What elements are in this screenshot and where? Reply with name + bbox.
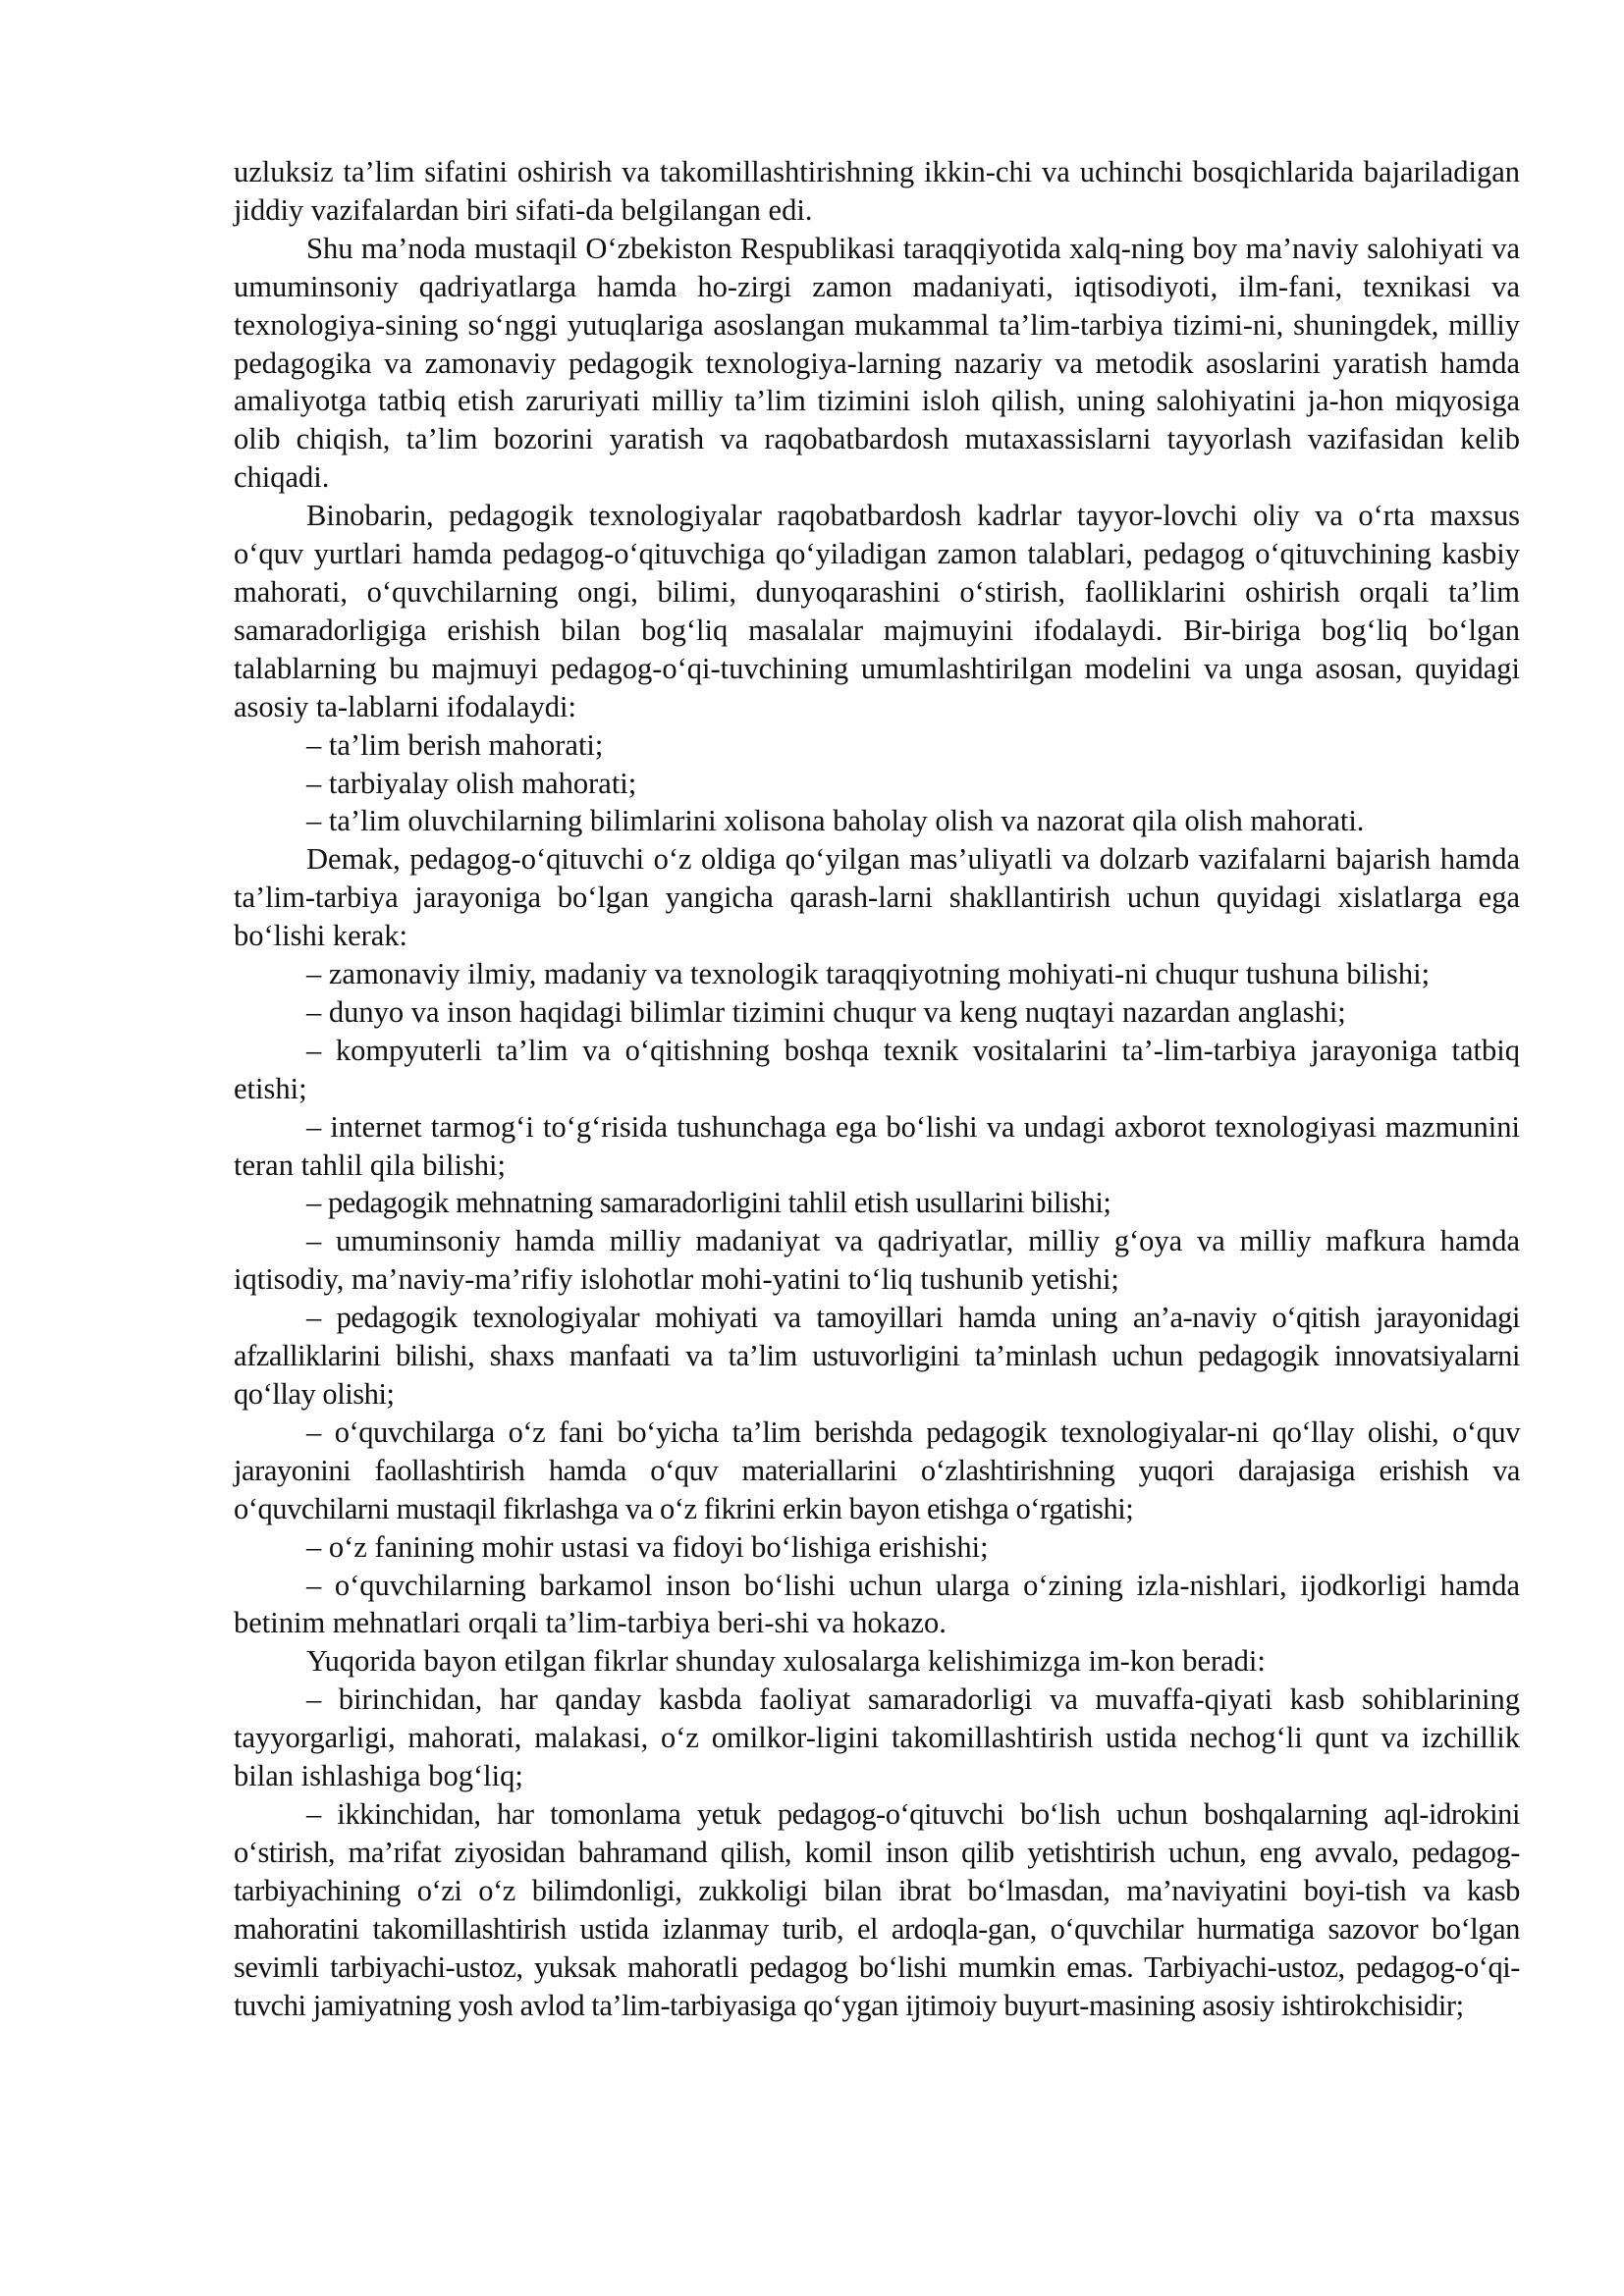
list-item-pedagogical-technologies: – pedagogik texnologiyalar mohiyati va tamoyillari hamda uning an’a-naviy o‘qitish jarayonidagi afzalliklarini bilishi, shaxs manfaati va ta’lim ustuvorligini ta’minlash uchun pedagogik innovatsiyalarni qo‘llay olishi;	[234, 1301, 1520, 1411]
list-item-firstly: – birinchidan, har qanday kasbda faoliyat samaradorligi va muvaffa-qiyati kasb sohiblarining tayyorgarligi, mahorati, malakasi, o‘z omilkor-ligini takomillashtirish ustida nechog‘li qunt va izchillik bilan ishlashiga bog‘liq;	[234, 1682, 1520, 1793]
list-item-internet: – internet tarmog‘i to‘g‘risida tushunchaga ega bo‘lishi va undagi axborot texnologiyasi mazmunini teran tahlil qila bilishi;	[234, 1109, 1520, 1182]
paragraph-continuation: uzluksiz ta’lim sifatini oshirish va takomillashtirishning ikkin-chi va uchinchi bosqichlarida bajariladigan jiddiy vazifalardan biri sifati-da belgilangan edi.	[234, 155, 1520, 227]
paragraph-conclusions-intro: Yuqorida bayon etilgan fikrlar shunday xulosalarga kelishimizga im-kon beradi:	[306, 1644, 1266, 1679]
paragraph-teacher-qualities: Demak, pedagog-o‘qituvchi o‘z oldiga qo‘yilgan mas’uliyatli va dolzarb vazifalarni bajarish hamda ta’lim-tarbiya jarayoniga bo‘lgan yangicha qarash-larni shakllantirish uchun quyidagi xislatlarga ega bo‘lishi kerak:	[234, 842, 1520, 953]
list-item-knowledge-system: – dunyo va inson haqidagi bilimlar tizimini chuqur va keng nuqtayi nazardan anglashi;	[306, 994, 1346, 1029]
list-item-assessment-skill: – ta’lim oluvchilarning bilimlarini xolisona baholay olish va nazorat qila olish mahorati.	[306, 804, 1365, 838]
list-item-computer-learning: – kompyuterli ta’lim va o‘qitishning boshqa texnik vositalarini ta’-lim-tarbiya jarayoniga tatbiq etishi;	[234, 1033, 1520, 1105]
paragraph-teacher-requirements: Binobarin, pedagogik texnologiyalar raqobatbardosh kadrlar tayyor-lovchi oliy va o‘rta maxsus o‘quv yurtlari hamda pedagog-o‘qituvchiga qo‘yiladigan zamon talablari, pedagog o‘qituvchining kasbiy mahorati, o‘quvchilarning ongi, bilimi, dunyoqarashini o‘stirish, faolliklarini oshirish orqali ta’lim samaradorligiga erishish bilan bog‘liq masalalar majmuyini ifodalaydi. Bir-biriga bog‘liq bo‘lgan talablarning bu majmuyi pedagog-o‘qi-tuvchining umumlashtirilgan modelini va unga asosan, quyidagi asosiy ta-lablarni ifodalaydi:	[234, 499, 1520, 723]
list-item-upbringing-skill: – tarbiyalay olish mahorati;	[306, 766, 637, 800]
document-page	[234, 153, 1520, 2024]
list-item-labor-efficiency: – pedagogik mehnatning samaradorligini tahlil etish usullarini bilishi;	[306, 1186, 1111, 1220]
list-item-universal-values: – umuminsoniy hamda milliy madaniyat va qadriyatlar, milliy g‘oya va milliy mafkura hamda iqtisodiy, ma’naviy-ma’rifiy islohotlar mohi-yatini to‘liq tushunib yetishi;	[234, 1224, 1520, 1297]
list-item-harmonious-person: – o‘quvchilarning barkamol inson bo‘lishi uchun ularga o‘zining izla-nishlari, ijodkorligi hamda betinim mehnatlari orqali ta’lim-tarbiya beri-shi va hokazo.	[234, 1568, 1520, 1640]
list-item-teaching-skill: – ta’lim berish mahorati;	[306, 727, 604, 762]
paragraph-national-education-system: Shu ma’noda mustaqil O‘zbekiston Respublikasi taraqqiyotida xalq-ning boy ma’naviy salohiyati va umuminsoniy qadriyatlarga hamda ho-zirgi zamon madaniyati, iqtisodiyoti, ilm-fani, texnikasi va texnologiya-sining so‘nggi yutuqlariga asoslangan mukammal ta’lim-tarbiya tizimi-ni, shuningdek, milliy pedagogika va zamonaviy pedagogik texnologiya-larning nazariy va metodik asoslarini yaratish hamda amaliyotga tatbiq etish zaruriyati milliy ta’lim tizimini isloh qilish, uning salohiyatini ja-hon miqyosiga olib chiqish, ta’lim bozorini yaratish va raqobatbardosh mutaxassislarni tayyorlash vazifasidan kelib chiqadi.	[234, 231, 1520, 495]
list-item-secondly: – ikkinchidan, har tomonlama yetuk pedagog-o‘qituvchi bo‘lish uchun boshqalarning aql-idrokini o‘stirish, ma’rifat ziyosidan bahramand qilish, komil inson qilib yetishtirish uchun, eng avvalo, pedagog-tarbiyachining o‘zi o‘z bilimdonligi, zukkoligi bilan ibrat bo‘lmasdan, ma’naviyatini boyi-tish va kasb mahoratini takomillashtirish ustida izlanmay turib, el ardoqla-gan, o‘quvchilar hurmatiga sazovor bo‘lgan sevimli tarbiyachi-ustoz, yuksak mahoratli pedagog bo‘lishi mumkin emas. Tarbiyachi-ustoz, pedagog-o‘qi-tuvchi jamiyatning yosh avlod ta’lim-tarbiyasiga qo‘ygan ijtimoiy buyurt-masining asosiy ishtirokchisidir;	[234, 1796, 1520, 2022]
list-item-student-teaching: – o‘quvchilarga o‘z fani bo‘yicha ta’lim berishda pedagogik texnologiyalar-ni qo‘llay olishi, o‘quv jarayonini faollashtirish hamda o‘quv materiallarini o‘zlashtirishning yuqori darajasiga erishish va o‘quvchilarni mustaqil fikrlashga va o‘z fikrini erkin bayon etishga o‘rgatishi;	[234, 1415, 1520, 1525]
list-item-scientific-progress: – zamonaviy ilmiy, madaniy va texnologik taraqqiyotning mohiyati-ni chuqur tushuna bilishi;	[306, 957, 1431, 991]
list-item-mastery: – o‘z fanining mohir ustasi va fidoyi bo‘lishiga erishishi;	[306, 1529, 989, 1564]
